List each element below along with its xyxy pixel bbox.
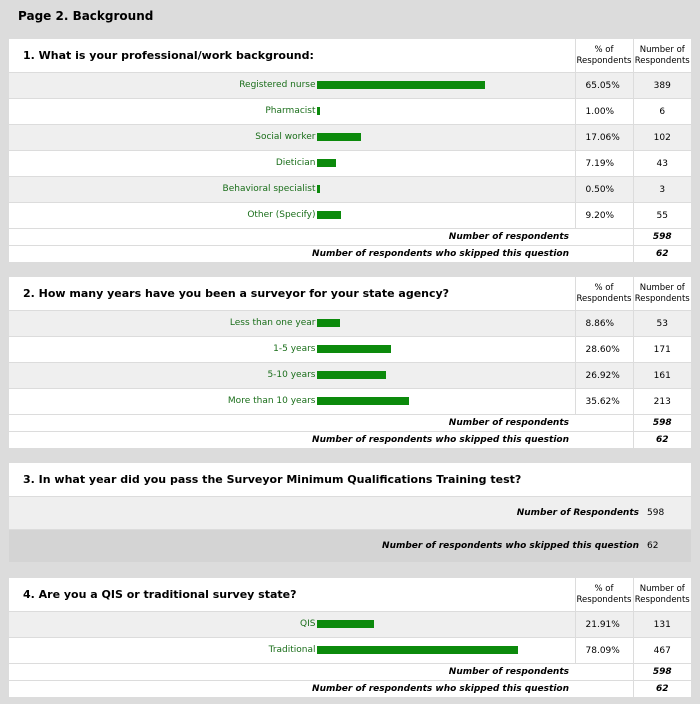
- respondents-count: 598: [633, 664, 691, 681]
- question-2-table: [9, 277, 691, 449]
- answer-row: [9, 177, 691, 203]
- answer-label: Traditional: [268, 645, 316, 655]
- answer-percent: 8.86%: [575, 311, 633, 337]
- question-2-title: 2. How many years have you been a surveyor for your state agency?: [9, 277, 575, 311]
- answer-percent: 28.60%: [575, 337, 633, 363]
- question-3-title: 3. In what year did you pass the Surveyor Minimum Qualifications Training test?: [9, 463, 691, 497]
- answer-row: [9, 389, 691, 415]
- answer-bar: [317, 345, 391, 353]
- answer-row: [9, 311, 691, 337]
- answer-bar: [317, 211, 341, 219]
- respondents-count: 598: [633, 415, 691, 432]
- pct-header: % of Respondents: [575, 277, 633, 311]
- pct-header: % of Respondents: [575, 578, 633, 612]
- answer-count: 55: [633, 203, 691, 229]
- skipped-count: 62: [633, 681, 691, 698]
- answer-count: 213: [633, 389, 691, 415]
- answer-row: [9, 363, 691, 389]
- answer-bar: [317, 133, 361, 141]
- answer-percent: 1.00%: [575, 99, 633, 125]
- answer-percent: 65.05%: [575, 73, 633, 99]
- question-1-table: [9, 39, 691, 263]
- skipped-count: 62: [633, 432, 691, 449]
- answer-count: 102: [633, 125, 691, 151]
- skipped-label: Number of respondents who skipped this question: [9, 246, 575, 263]
- answer-percent: 9.20%: [575, 203, 633, 229]
- num-header: Number of Respondents: [633, 277, 691, 311]
- answer-percent: 7.19%: [575, 151, 633, 177]
- answer-bar: [317, 159, 336, 167]
- answer-count: 171: [633, 337, 691, 363]
- answer-percent: 0.50%: [575, 177, 633, 203]
- answer-count: 43: [633, 151, 691, 177]
- answer-row: [9, 151, 691, 177]
- skipped-count: 62: [645, 530, 691, 563]
- num-header: Number of Respondents: [633, 39, 691, 73]
- answer-label: More than 10 years: [227, 396, 316, 406]
- answer-count: 3: [633, 177, 691, 203]
- answer-row: [9, 638, 691, 664]
- question-4-title: 4. Are you a QIS or traditional survey state?: [9, 578, 575, 612]
- answer-label: Social worker: [255, 132, 316, 142]
- answer-label: 5-10 years: [267, 370, 316, 380]
- answer-bar: [317, 620, 374, 628]
- answer-label: Pharmacist: [265, 106, 316, 116]
- question-3-table: [9, 463, 691, 563]
- answer-label: Other (Specify): [247, 210, 316, 220]
- answer-bar: [317, 319, 340, 327]
- answer-bar: [317, 81, 485, 89]
- answer-bar: [317, 646, 518, 654]
- answer-bar: [317, 371, 386, 379]
- answer-count: 467: [633, 638, 691, 664]
- answer-percent: 26.92%: [575, 363, 633, 389]
- answer-label: Less than one year: [229, 318, 316, 328]
- answer-label: Behavioral specialist: [222, 184, 316, 194]
- question-4-table: [9, 578, 691, 698]
- answer-count: 389: [633, 73, 691, 99]
- answer-bar: [317, 107, 320, 115]
- respondents-label: Number of respondents: [9, 664, 575, 681]
- pct-header: % of Respondents: [575, 39, 633, 73]
- skipped-label: Number of respondents who skipped this question: [9, 530, 645, 563]
- answer-row: [9, 125, 691, 151]
- answer-row: [9, 73, 691, 99]
- question-1-answers: [9, 73, 691, 229]
- respondents-count: 598: [633, 229, 691, 246]
- answer-percent: 35.62%: [575, 389, 633, 415]
- answer-row: [9, 203, 691, 229]
- skipped-label: Number of respondents who skipped this question: [9, 681, 575, 698]
- respondents-label: Number of Respondents: [9, 497, 645, 530]
- answer-row: [9, 337, 691, 363]
- question-4-answers: [9, 612, 691, 664]
- answer-percent: 21.91%: [575, 612, 633, 638]
- answer-percent: 17.06%: [575, 125, 633, 151]
- skipped-count: 62: [633, 246, 691, 263]
- answer-count: 131: [633, 612, 691, 638]
- num-header: Number of Respondents: [633, 578, 691, 612]
- answer-label: 1-5 years: [273, 344, 316, 354]
- answer-row: [9, 99, 691, 125]
- answer-count: 53: [633, 311, 691, 337]
- respondents-label: Number of respondents: [9, 229, 575, 246]
- answer-bar: [317, 397, 409, 405]
- answer-bar: [317, 185, 320, 193]
- answer-count: 161: [633, 363, 691, 389]
- answer-label: Dietician: [275, 158, 316, 168]
- respondents-label: Number of respondents: [9, 415, 575, 432]
- answer-label: QIS: [300, 619, 316, 629]
- question-1-title: 1. What is your professional/work background:: [9, 39, 575, 73]
- skipped-label: Number of respondents who skipped this question: [9, 432, 575, 449]
- answer-percent: 78.09%: [575, 638, 633, 664]
- answer-label: Registered nurse: [239, 80, 316, 90]
- page-title: Page 2. Background: [18, 9, 154, 23]
- answer-count: 6: [633, 99, 691, 125]
- answer-row: [9, 612, 691, 638]
- respondents-count: 598: [645, 497, 691, 530]
- question-2-answers: [9, 311, 691, 415]
